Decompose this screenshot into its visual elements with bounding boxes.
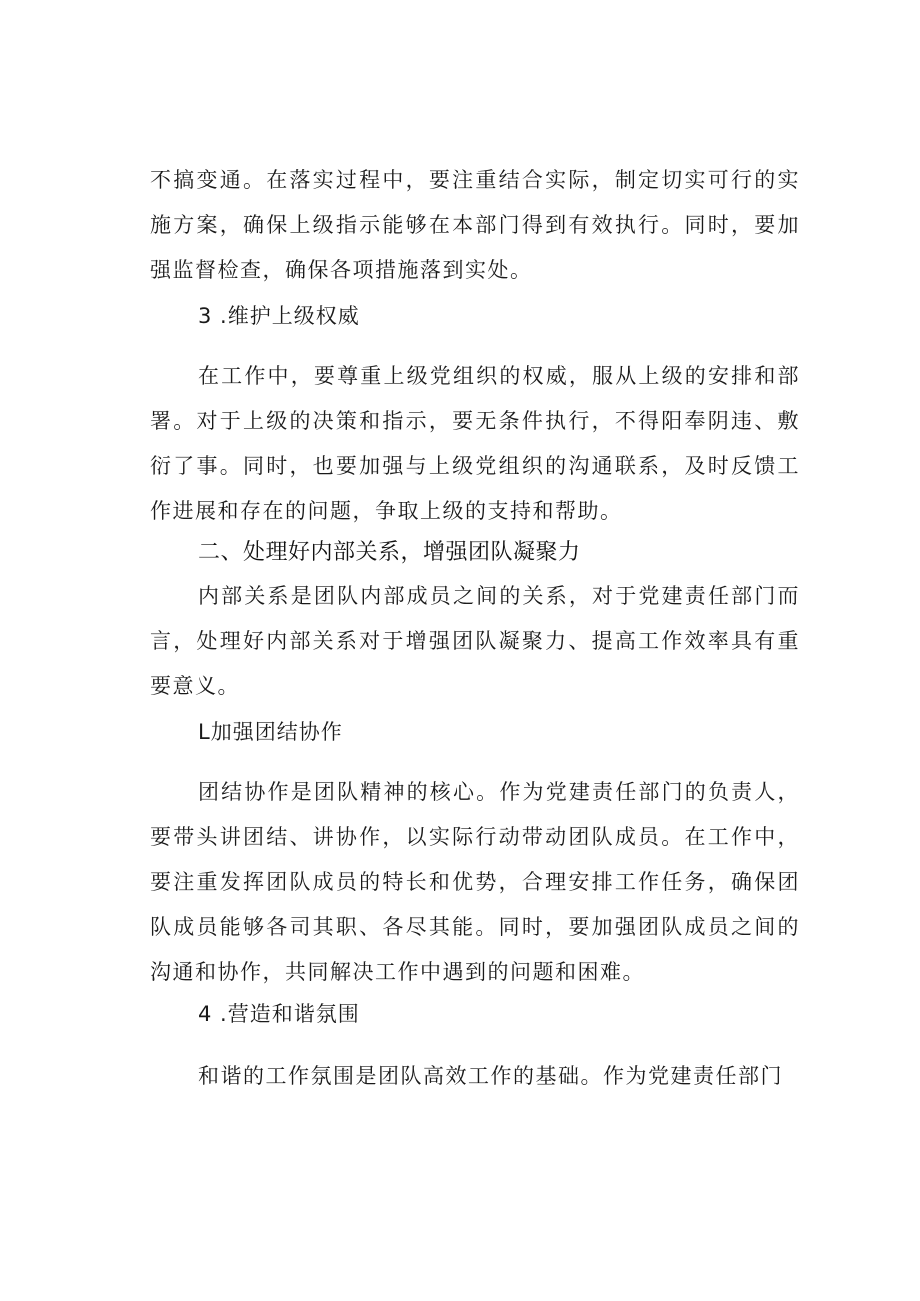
sub-heading-teamwork: L加强团结协作 <box>198 720 343 744</box>
paragraph-teamwork: 团结协作是团队精神的核心。作为党建责任部门的负责人，要带头讲团结、讲协作，以实际行动带动团队成员。在工作中，要注重发挥团队成员的特长和优势，合理安排工作任务，确保团队成员能够各司其职、各尽其能。同时，要加强团队成员之间的沟通和协作，共同解决工作中遇到的问题和困难。 <box>150 780 800 984</box>
sub-heading-harmony: 4 .营造和谐氛围 <box>198 1002 360 1026</box>
sub-heading-maintain-authority: 3 .维护上级权威 <box>198 304 360 328</box>
paragraph-internal-relations: 内部关系是团队内部成员之间的关系，对于党建责任部门而言，处理好内部关系对于增强团队凝聚力、提高工作效率具有重要意义。 <box>150 584 800 698</box>
paragraph-continued: 不搞变通。在落实过程中，要注重结合实际，制定切实可行的实施方案，确保上级指示能够在本部门得到有效执行。同时，要加强监督检查，确保各项措施落到实处。 <box>150 168 800 282</box>
paragraph-harmony: 和谐的工作氛围是团队高效工作的基础。作为党建责任部门 <box>198 1064 783 1088</box>
section-heading-internal-relations: 二、处理好内部关系，增强团队凝聚力 <box>198 540 581 565</box>
paragraph-authority: 在工作中，要尊重上级党组织的权威，服从上级的安排和部署。对于上级的决策和指示，要无条件执行，不得阳奉阴违、敷衍了事。同时，也要加强与上级党组织的沟通联系，及时反馈工作进展和存在的问题，争取上级的支持和帮助。 <box>150 364 800 523</box>
